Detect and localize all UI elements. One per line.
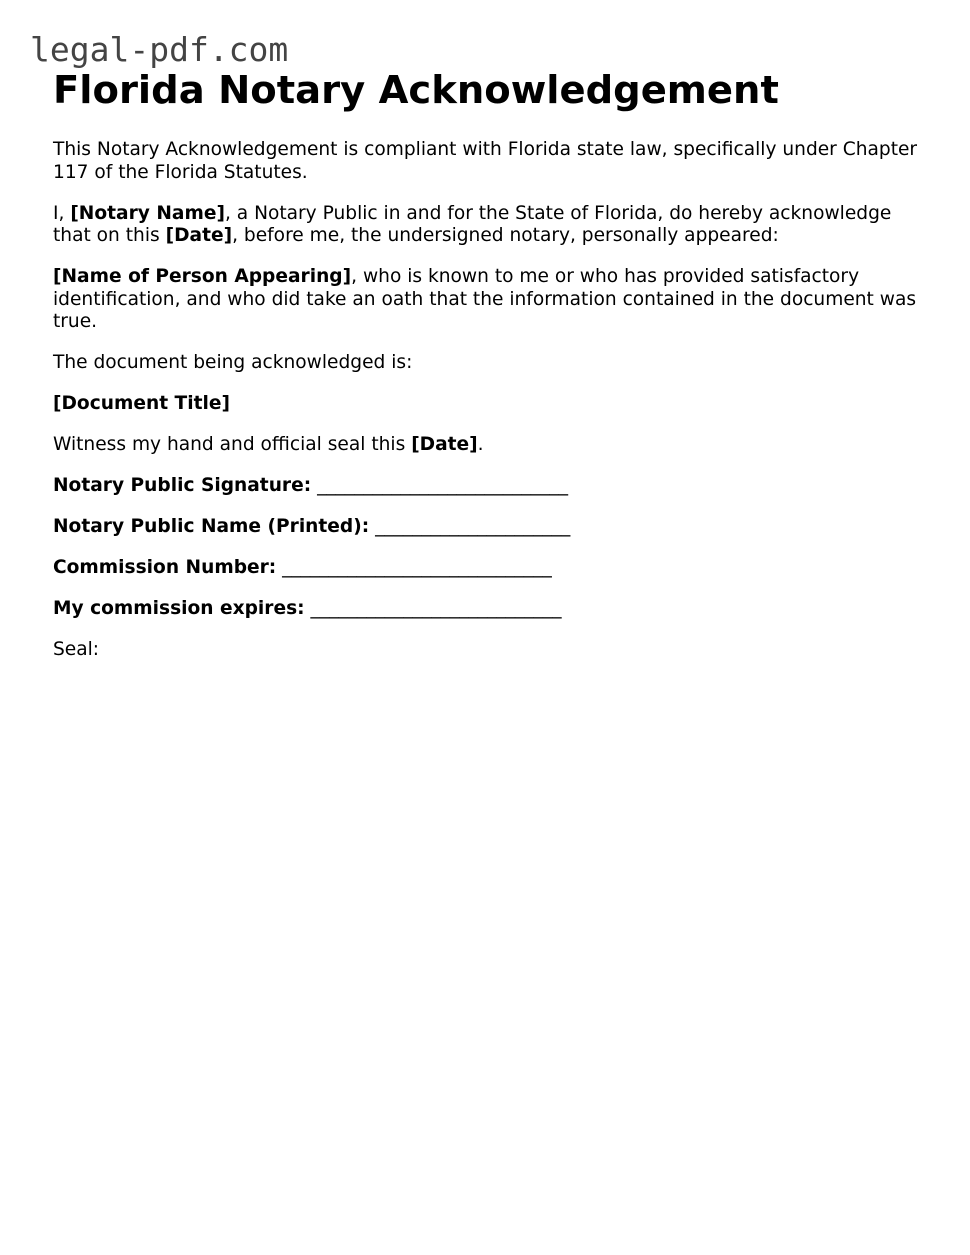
document-title: Florida Notary Acknowledgement — [53, 68, 779, 113]
signature-field — [53, 475, 933, 498]
printed-name-label: Notary Public Name (Printed): — [53, 516, 370, 537]
commission-expires-label: My commission expires: — [53, 598, 305, 619]
seal-label: Seal: — [53, 639, 100, 660]
p3-rest: , who is known to me or who has provided satisfactory identification, and who did take an oath that the information contained in the document was true. — [53, 266, 917, 332]
document-acknowledged-label: The document being acknowledged is: — [53, 352, 413, 373]
intro-paragraph: This Notary Acknowledgement is compliant with Florida state law, specifically under Chapter 117 of the Florida Statutes. — [53, 139, 918, 183]
document-title-placeholder: [Document Title] — [53, 393, 230, 414]
p2-mid: , a Notary Public in and for the State of Florida, do hereby acknowledge that on this — [53, 202, 892, 246]
witness-post: . — [477, 434, 484, 455]
date-placeholder: [Date] — [165, 225, 233, 246]
commission-expires-line: ___________________________ — [310, 598, 562, 619]
printed-name-field — [53, 516, 933, 539]
person-appearing-paragraph — [53, 266, 933, 334]
notary-statement-paragraph — [53, 203, 933, 248]
document-body — [53, 68, 933, 680]
document-title-placeholder-paragraph — [53, 393, 933, 416]
printed-name-line: _____________________ — [375, 516, 571, 537]
watermark: legal-pdf.com — [30, 30, 289, 69]
signature-line: ___________________________ — [317, 475, 569, 496]
signature-label: Notary Public Signature: — [53, 475, 312, 496]
commission-number-label: Commission Number: — [53, 557, 277, 578]
p2-post: , before me, the undersigned notary, personally appeared: — [232, 225, 779, 246]
commission-number-line: _____________________________ — [282, 557, 552, 578]
p2-pre: I, — [53, 202, 71, 224]
witness-paragraph — [53, 434, 933, 457]
notary-name-placeholder: [Notary Name] — [70, 202, 225, 224]
commission-expires-field — [53, 598, 933, 621]
commission-number-field — [53, 557, 933, 580]
witness-pre: Witness my hand and official seal this — [53, 434, 412, 455]
witness-date-placeholder: [Date] — [411, 434, 478, 455]
person-appearing-placeholder: [Name of Person Appearing] — [53, 266, 352, 287]
